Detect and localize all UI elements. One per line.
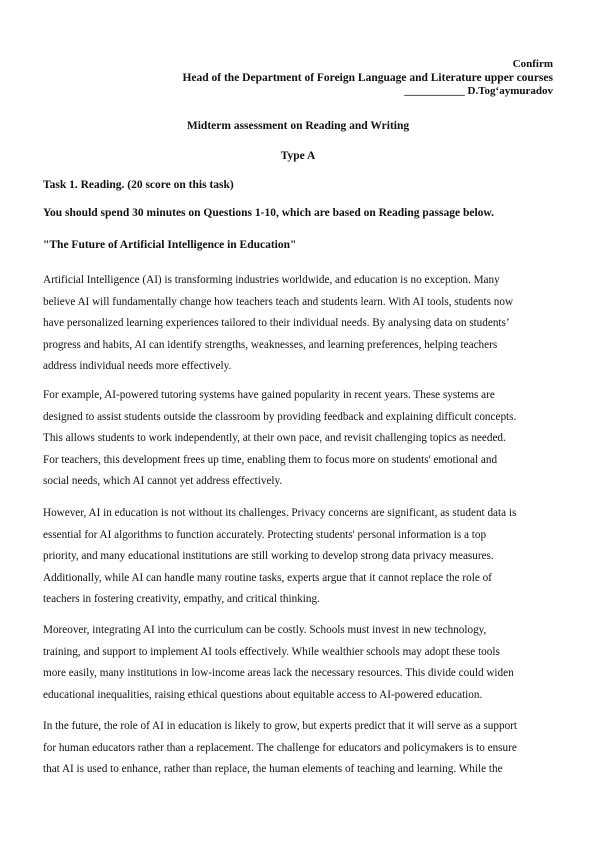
passage-line: However, AI in education is not without its challenges. Privacy concerns are significant, as student data is xyxy=(43,507,517,519)
passage-line: that AI is used to enhance, rather than replace, the human elements of teaching and learning. While the xyxy=(43,763,503,776)
passage-line: essential for AI algorithms to function accurately. Protecting students' personal information is a top xyxy=(43,528,487,541)
passage-line: designed to assist students outside the classroom by providing feedback and explaining difficult concepts. xyxy=(43,410,517,423)
task-heading: Task 1. Reading. (20 score on this task) xyxy=(43,179,234,191)
assessment-type: Type A xyxy=(280,150,316,162)
passage-line: In the future, the role of AI in education is likely to grow, but experts predict that it will serve as a support xyxy=(43,720,517,732)
passage-line: have personalized learning experiences tailored to their individual needs. By analysing data on students’ xyxy=(43,317,510,330)
passage-line: address individual needs more effectively. xyxy=(43,360,232,373)
passage-line: Additionally, while AI can handle many routine tasks, experts argue that it cannot replace the role of xyxy=(43,571,492,584)
signature-line: ___________ D.Tog‘aymuradov xyxy=(404,85,553,97)
passage-paragraph-2 xyxy=(43,385,555,493)
confirm-label: Confirm xyxy=(512,58,553,70)
assessment-title: Midterm assessment on Reading and Writing xyxy=(186,120,410,132)
passage-line: Moreover, integrating AI into the curriculum can be costly. Schools must invest in new technology, xyxy=(43,624,487,636)
passage-paragraph-4 xyxy=(43,620,555,706)
passage-line: Artificial Intelligence (AI) is transforming industries worldwide, and education is no exception. Many xyxy=(43,274,500,286)
passage-line: social needs, which AI cannot yet address effectively. xyxy=(43,475,283,488)
passage-line: educational inequalities, raising ethical questions about equitable access to AI-powered education. xyxy=(43,688,483,701)
passage-line: priority, and many educational institutions are still working to develop strong data privacy measures. xyxy=(43,550,494,563)
passage-paragraph-5 xyxy=(43,716,555,781)
passage-line: more easily, many institutions in low-income areas lack the necessary resources. This divide could widen xyxy=(43,667,514,680)
passage-line: For teachers, this development frees up time, enabling them to focus more on students' emotional and xyxy=(43,453,498,466)
passage-line: for human educators rather than a replacement. The challenge for educators and policymakers is to ensure xyxy=(43,741,517,754)
passage-line: This allows students to work independently, at their own pace, and revisit challenging topics as needed. xyxy=(43,432,506,445)
passage-line: believe AI will fundamentally change how teachers teach and students learn. With AI tools, students now xyxy=(43,295,514,308)
passage-line: teachers in fostering creativity, empathy, and critical thinking. xyxy=(43,593,320,606)
passage-line: For example, AI-powered tutoring systems have gained popularity in recent years. These systems are xyxy=(43,389,495,401)
passage-line: progress and habits, AI can identify strengths, weaknesses, and learning preferences, helping teachers xyxy=(43,338,498,351)
passage-title: "The Future of Artificial Intelligence in Education" xyxy=(43,239,297,251)
task-instruction: You should spend 30 minutes on Questions 1-10, which are based on Reading passage below. xyxy=(43,207,494,219)
passage-paragraph-3 xyxy=(43,503,555,611)
passage-line: training, and support to implement AI tools effectively. While wealthier schools may adopt these tools xyxy=(43,645,500,658)
head-of-department-title: Head of the Department of Foreign Language and Literature upper courses xyxy=(182,72,553,84)
passage-paragraph-1 xyxy=(43,270,555,378)
